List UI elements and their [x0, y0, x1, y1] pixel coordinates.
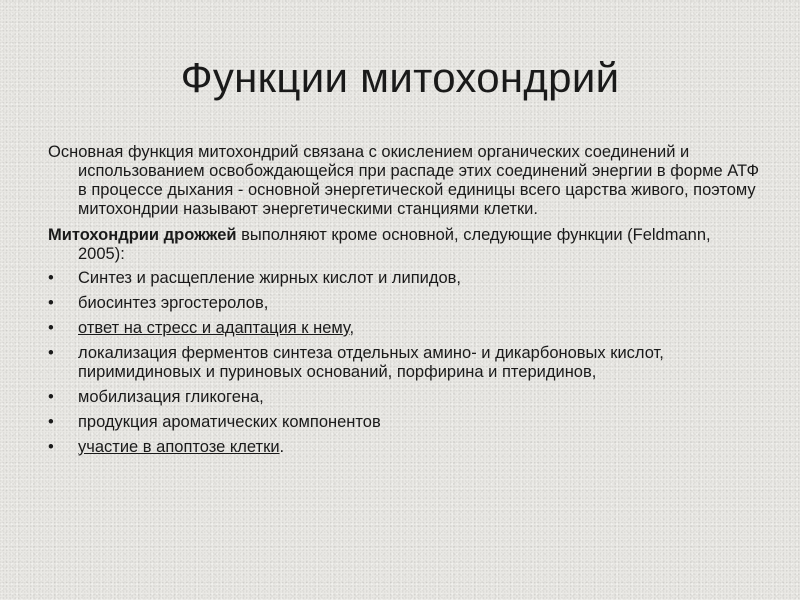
list-item-text: Синтез и расщепление жирных кислот и липидов, — [78, 269, 462, 287]
bullet-icon: • — [48, 344, 54, 362]
intro-paragraph: Основная функция митохондрий связана с окислением органических соединений и использованием освобождающейся при распаде этих соединений энергии в форме АТФ в процессе дыхания - основной энергетической единицы всего царства живого, поэтому митохондрии называют энергетическими станциями клетки. — [48, 143, 760, 218]
bullet-icon: • — [48, 388, 54, 406]
yeast-heading: Митохондрии дрожжей — [48, 226, 237, 244]
list-item-text: мобилизация гликогена, — [78, 388, 264, 406]
list-item-text: локализация ферментов синтеза отдельных амино- и дикарбоновых кислот, пиримидиновых и пуриновых оснований, порфирина и птеридинов, — [78, 344, 664, 381]
list-item — [48, 413, 760, 432]
stress-response-link[interactable]: ответ на стресс и адаптация к нему — [78, 319, 350, 337]
list-item-tail: . — [279, 438, 285, 456]
bullet-icon: • — [48, 319, 54, 337]
slide-body — [48, 143, 760, 463]
yeast-text: выполняют кроме основной, следующие функции (Feldmann, 2005): — [78, 226, 711, 263]
list-item-tail: , — [349, 319, 355, 337]
bullet-icon: • — [48, 269, 54, 287]
slide-title: Функции митохондрий — [180, 54, 620, 101]
list-item — [48, 319, 760, 338]
apoptosis-link[interactable]: участие в апоптозе клетки — [78, 438, 280, 456]
list-item-text: биосинтез эргостеролов, — [78, 294, 269, 312]
list-item-text: продукция ароматических компонентов — [78, 413, 381, 431]
list-item — [48, 388, 760, 407]
list-item — [48, 438, 760, 457]
yeast-paragraph — [48, 226, 760, 264]
bullet-icon: • — [48, 413, 54, 431]
function-list — [48, 269, 760, 457]
bullet-icon: • — [48, 438, 54, 456]
list-item — [48, 269, 760, 288]
list-item — [48, 344, 760, 382]
bullet-icon: • — [48, 294, 54, 312]
list-item — [48, 294, 760, 313]
